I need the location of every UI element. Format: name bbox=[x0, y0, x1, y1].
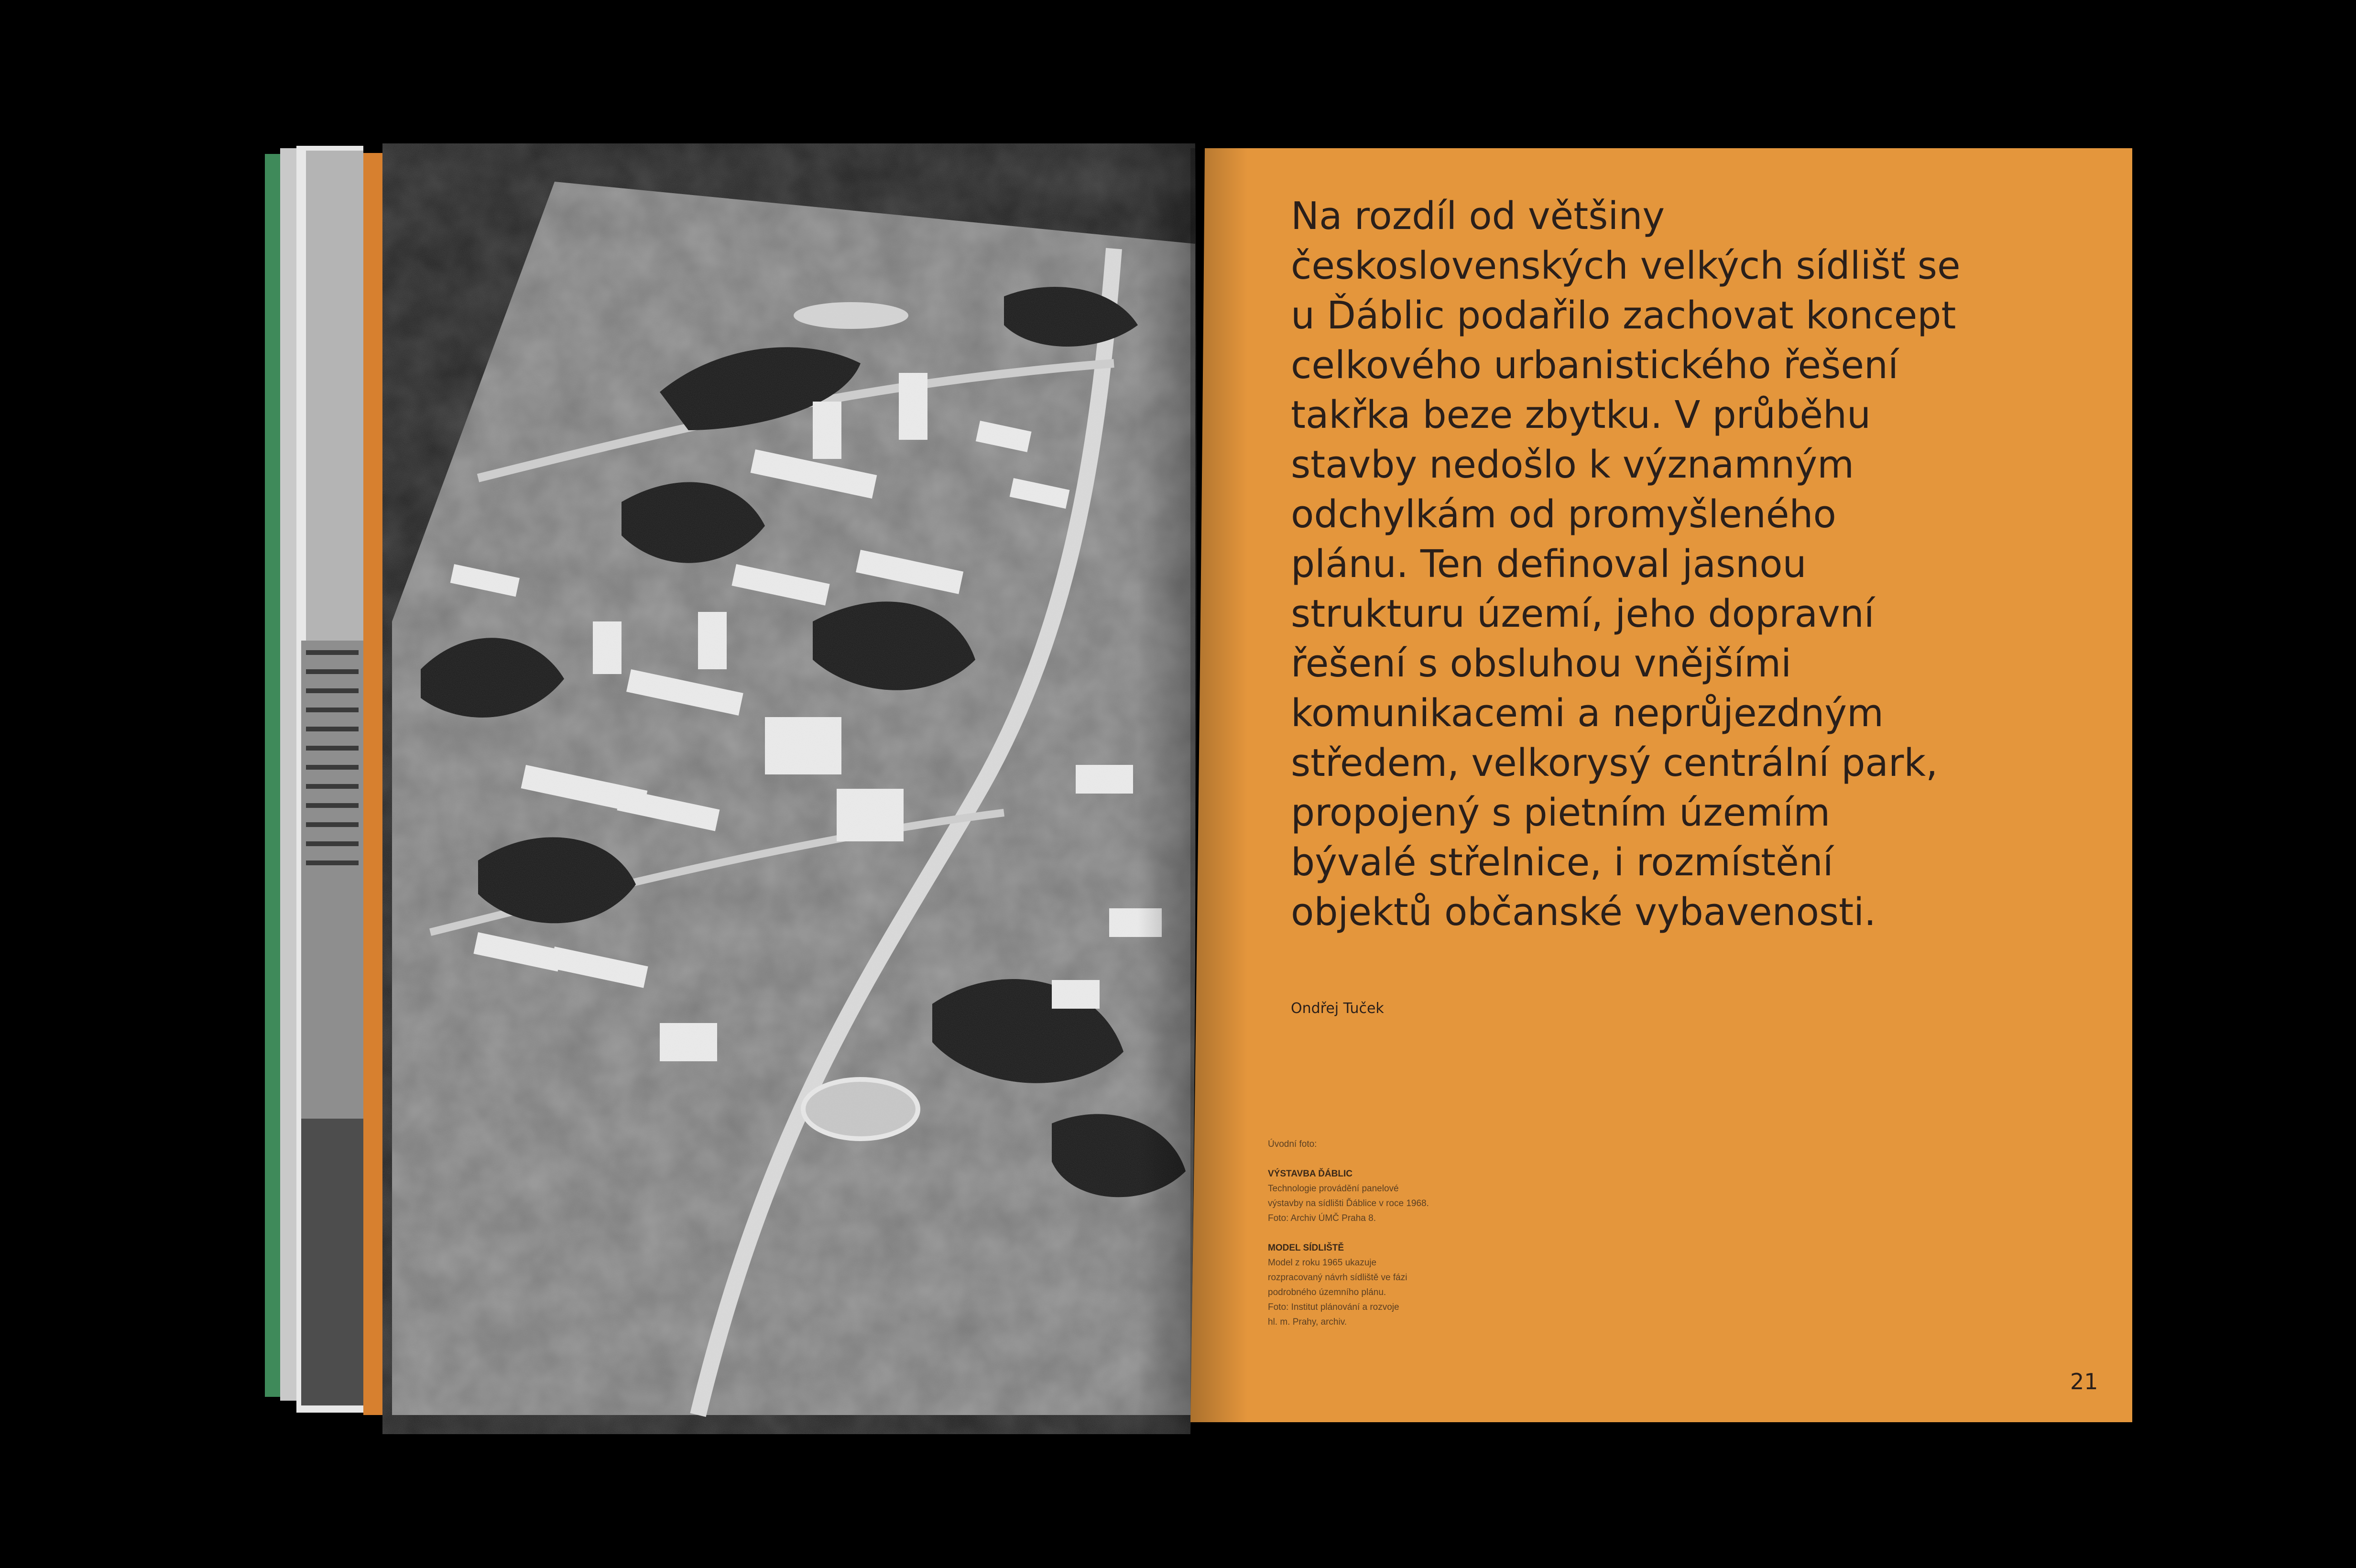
quote-line: celkového urbanistického řešení bbox=[1291, 343, 1898, 387]
caption-2-line: rozpracovaný návrh sídliště ve fázi bbox=[1268, 1273, 1407, 1283]
quote-line: bývalé střelnice, i rozmístění bbox=[1291, 840, 1833, 884]
quote-line: komunikacemi a neprůjezdným bbox=[1291, 691, 1884, 735]
page-number: 21 bbox=[2070, 1369, 2098, 1394]
quote-line: takřka beze zbytku. V průběhu bbox=[1291, 393, 1871, 437]
quote-line: propojený s pietním územím bbox=[1291, 791, 1831, 835]
quote-line: strukturu území, jeho dopravní bbox=[1291, 592, 1875, 636]
left-page-stack bbox=[265, 146, 392, 1415]
quote-line: stavby nedošlo k významným bbox=[1291, 443, 1854, 487]
pull-quote bbox=[1291, 191, 2104, 937]
quote-line: u Ďáblic podařilo zachovat koncept bbox=[1291, 294, 1956, 338]
quote-line: objektů občanské vybavenosti. bbox=[1291, 890, 1876, 934]
model-photograph bbox=[378, 139, 1205, 1439]
caption-2-line: hl. m. Prahy, archiv. bbox=[1268, 1317, 1347, 1327]
quote-line: československých velkých sídlišť se bbox=[1291, 244, 1961, 288]
caption-2-line: Model z roku 1965 ukazuje bbox=[1268, 1258, 1377, 1268]
caption-2-title: MODEL SÍDLIŠTĚ bbox=[1268, 1243, 1344, 1253]
quote-line: odchylkám od promyšleného bbox=[1291, 492, 1836, 536]
quote-line: plánu. Ten definoval jasnou bbox=[1291, 542, 1807, 586]
quote-line: středem, velkorysý centrální park, bbox=[1291, 741, 1938, 785]
caption-1-title: VÝSTAVBA ĎÁBLIC bbox=[1268, 1169, 1353, 1179]
captions-intro-label: Úvodní foto: bbox=[1268, 1139, 1317, 1149]
right-gutter-shadow bbox=[1190, 148, 1248, 1422]
quote-line: řešení s obsluhou vnějšími bbox=[1291, 642, 1792, 686]
quote-author: Ondřej Tuček bbox=[1291, 1000, 1384, 1017]
caption-1-line: Foto: Archiv ÚMČ Praha 8. bbox=[1268, 1213, 1376, 1223]
caption-1-line: výstavby na sídlišti Ďáblice v roce 1968. bbox=[1268, 1198, 1429, 1209]
caption-2-line: Foto: Institut plánování a rozvoje bbox=[1268, 1302, 1399, 1312]
ground-photo-sliver bbox=[301, 1119, 363, 1405]
photo-captions bbox=[1268, 1137, 1536, 1329]
quote-line: Na rozdíl od většiny bbox=[1291, 194, 1665, 238]
caption-2-line: podrobného územního plánu. bbox=[1268, 1287, 1386, 1297]
caption-1-line: Technologie provádění panelové bbox=[1268, 1184, 1399, 1194]
